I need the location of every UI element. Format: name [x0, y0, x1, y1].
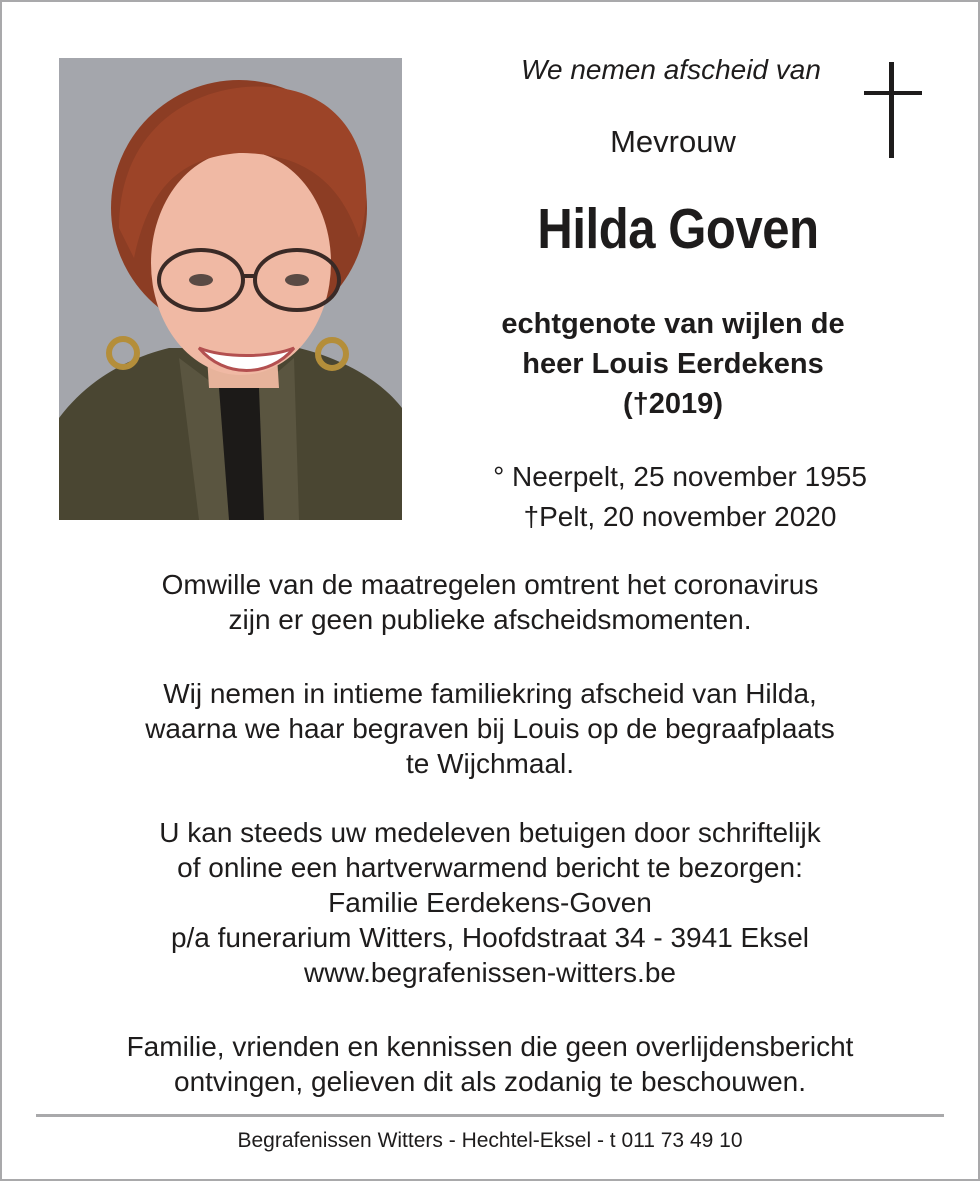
honorific: Mevrouw: [610, 124, 736, 159]
spouse-line: heer Louis Eerdekens: [522, 348, 824, 380]
spouse-line: echtgenote van wijlen de: [501, 308, 845, 340]
footer-text: Begrafenissen Witters - Hechtel-Eksel - t 011 73 49 10: [237, 1129, 743, 1152]
text-line: waarna we haar begraven bij Louis op de begraafplaats: [145, 713, 835, 744]
paragraph-burial: [0, 676, 980, 781]
family-name: Familie Eerdekens-Goven: [328, 887, 652, 918]
text-line: Wij nemen in intieme familiekring afscheid van Hilda,: [163, 678, 817, 709]
deceased-name: Hilda Goven: [537, 197, 819, 261]
paragraph-notice: [0, 1029, 980, 1099]
text-line: U kan steeds uw medeleven betuigen door schriftelijk: [159, 817, 821, 848]
text-line: zijn er geen publieke afscheidsmomenten.: [228, 604, 752, 635]
text-line: of online een hartverwarmend bericht te bezorgen:: [177, 852, 803, 883]
divider: [36, 1114, 944, 1117]
text-line: Omwille van de maatregelen omtrent het coronavirus: [161, 569, 819, 600]
address-line: p/a funerarium Witters, Hoofdstraat 34 - 3941 Eksel: [170, 922, 810, 953]
portrait-photo: [59, 58, 402, 520]
life-dates: [440, 457, 920, 537]
birth-date: ° Neerpelt, 25 november 1955: [493, 461, 867, 492]
intro-line: We nemen afscheid van: [521, 54, 821, 85]
death-date: †Pelt, 20 november 2020: [523, 501, 837, 532]
spouse-line: (†2019): [623, 388, 723, 420]
text-line: Familie, vrienden en kennissen die geen overlijdensbericht: [126, 1031, 854, 1062]
text-line: ontvingen, gelieven dit als zodanig te beschouwen.: [174, 1066, 806, 1097]
text-line: te Wijchmaal.: [405, 748, 575, 779]
spouse-info: [440, 304, 906, 424]
paragraph-corona: [0, 567, 980, 637]
paragraph-condolences: [0, 815, 980, 990]
website-link[interactable]: www.begrafenissen-witters.be: [304, 957, 676, 988]
